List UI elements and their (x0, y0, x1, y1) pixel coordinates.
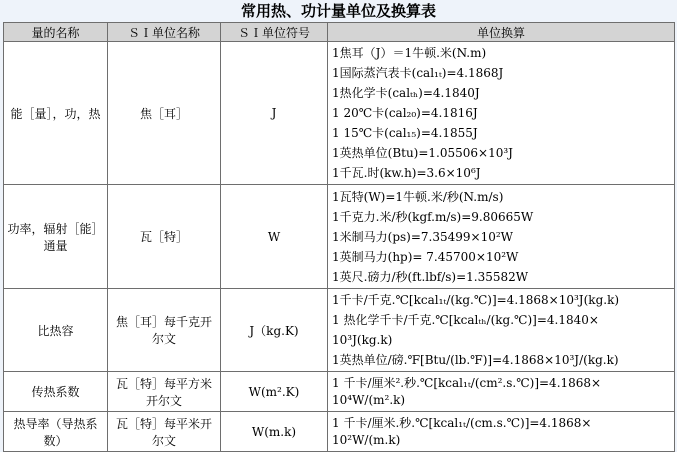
conversion-line: 10³J(kg.k) (332, 333, 393, 347)
table-row (4, 185, 675, 289)
table-row (4, 412, 675, 452)
si-name-cell: 瓦［特］每平米开尔文 (108, 412, 221, 452)
quantity-cell: 热导率（导热系数） (4, 412, 108, 452)
header-row (4, 23, 675, 42)
header-si-symbol: ＳＩ单位符号 (221, 23, 328, 42)
conversion-line: 1 千卡/厘米².秒.℃[kcal₁ₜ/(cm².s.℃)]=4.1868× (332, 375, 602, 390)
quantity-cell: 比热容 (4, 289, 108, 372)
conversion-line: 1 15℃卡(cal₁₅)=4.1855J (332, 126, 478, 140)
conversion-line: 1瓦特(W)=1牛顿.米/秒(N.m/s) (332, 189, 504, 204)
conversion-cell (328, 372, 675, 412)
conversion-line: 1英热单位(Btu)=1.05506×10³J (332, 146, 513, 160)
si-symbol-cell: W(m².K) (221, 372, 328, 412)
conversion-line: 1 千卡/厘米.秒.℃[kcal₁ₜ/(cm.s.℃)]=4.1868× (332, 415, 592, 430)
conversion-line: 1热化学卡(calₜₕ)=4.1840J (332, 86, 480, 100)
si-name-cell: 焦［耳］每千克开尔文 (108, 289, 221, 372)
conversion-line: 1千卡/千克.℃[kcal₁ₜ/(kg.℃)]=4.1868×10³J(kg.k) (332, 293, 620, 307)
quantity-cell: 功率，辐射［能］通量 (4, 185, 108, 289)
conversion-line: 1 20℃卡(cal₂₀)=4.1816J (332, 106, 478, 120)
conversion-table (3, 22, 675, 452)
conversion-line: 1 热化学千卡/千克.℃[kcalₜₕ/(kg.℃)]=4.1840× (332, 313, 599, 327)
conversion-line: 1千克力.米/秒(kgf.m/s)=9.80665W (332, 209, 534, 224)
header-conversion: 单位换算 (328, 23, 675, 42)
quantity-cell: 能［量］，功，热 (4, 42, 108, 185)
table-row (4, 289, 675, 372)
si-name-cell: 焦［耳］ (108, 42, 221, 185)
conversion-line: 1英尺.磅力/秒(ft.lbf/s)=1.35582W (332, 269, 529, 284)
si-symbol-cell: J (221, 42, 328, 185)
si-symbol-cell: W(m.k) (221, 412, 328, 452)
conversion-line: 1米制马力(ps)=7.35499×10²W (332, 229, 513, 244)
conversion-line: 10²W/(m.k) (332, 432, 401, 447)
conversion-line: 1焦耳（J）＝1牛顿.米(N.m) (332, 46, 487, 60)
header-quantity: 量的名称 (4, 23, 108, 42)
conversion-cell (328, 185, 675, 289)
header-si-name: ＳＩ单位名称 (108, 23, 221, 42)
conversion-line: 10⁴W/(m².k) (332, 392, 406, 407)
conversion-cell (328, 42, 675, 185)
conversion-line: 1千瓦.时(kw.h)=3.6×10⁶J (332, 166, 481, 180)
si-name-cell: 瓦［特］每平方米开尔文 (108, 372, 221, 412)
table-row (4, 372, 675, 412)
si-symbol-cell: W (221, 185, 328, 289)
table-title: 常用热、功计量单位及换算表 (240, 2, 436, 20)
conversion-line: 1英制马力(hp)= 7.45700×10²W (332, 249, 519, 264)
quantity-cell: 传热系数 (4, 372, 108, 412)
conversion-cell (328, 412, 675, 452)
conversion-line: 1英热单位/磅.℉[Btu/(lb.℉)]=4.1868×10³J/(kg.k) (332, 353, 619, 367)
si-name-cell: 瓦［特］ (108, 185, 221, 289)
conversion-line: 1国际蒸汽表卡(cal₁ₜ)=4.1868J (332, 66, 504, 80)
table-row (4, 42, 675, 185)
si-symbol-cell: J（kg.K) (221, 289, 328, 372)
conversion-cell (328, 289, 675, 372)
